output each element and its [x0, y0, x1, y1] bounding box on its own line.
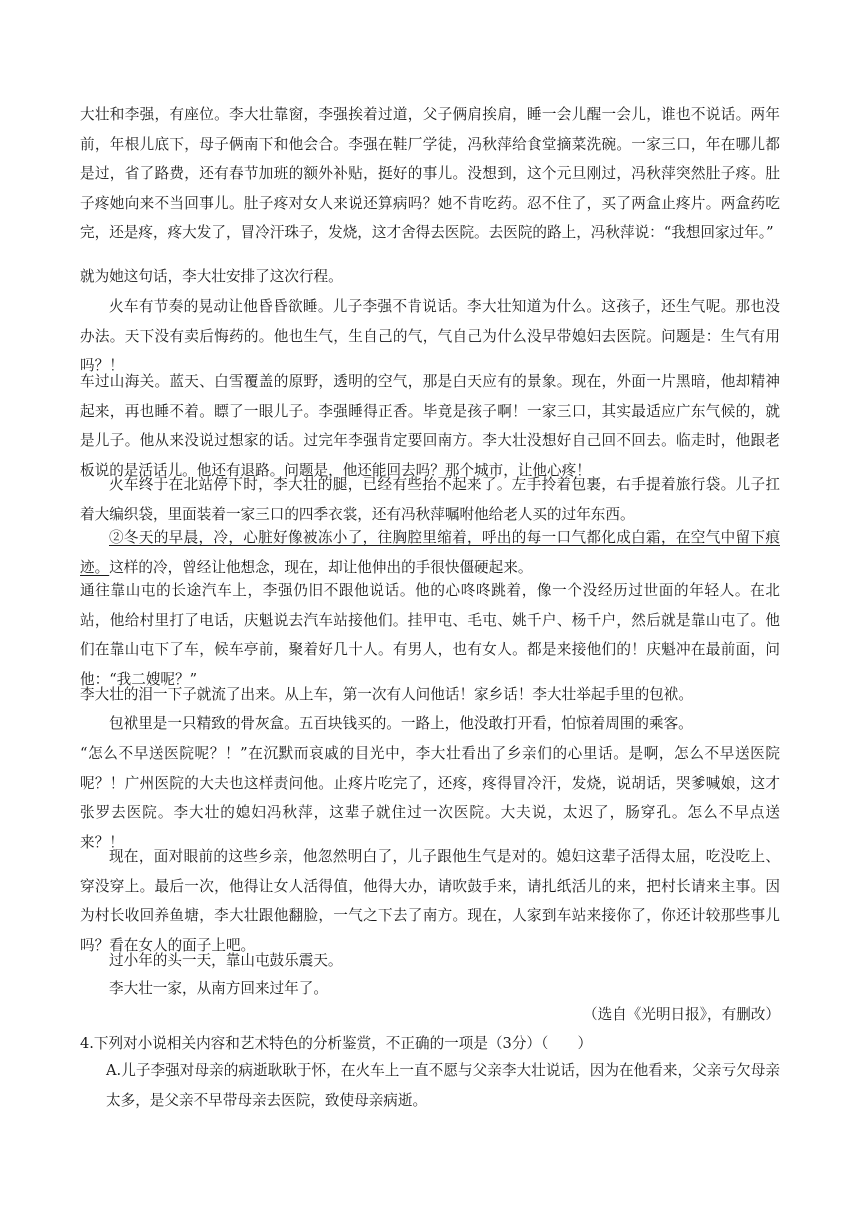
paragraph-6 [80, 523, 780, 582]
paragraph-13: 李大壮一家，从南方回来过年了。 [109, 980, 328, 997]
paragraph-8: 李大壮的泪一下子就流了出来。从上车，第一次有人问他话！家乡话！李大壮举起手里的包袱。 [80, 686, 693, 703]
paragraph-12: 过小年的头一天，靠山屯鼓乐震天。 [109, 952, 343, 969]
paragraph-5: 火车终于在北站停下时，李大壮的腿，已经有些抬不起来了。左手拎着包裹，右手提着旅行袋。儿子扛着大编织袋，里面装着一家三口的四季衣裳，还有冯秋萍嘱咐他给老人买的过年东西。 [80, 476, 780, 523]
paragraph-4: 车过山海关。蓝天、白雪覆盖的原野，透明的空气，那是白天应有的景象。现在，外面一片黑暗，他却精神起来，再也睡不着。瞟了一眼儿子。李强睡得正香。毕竟是孩子啊！一家三口，其实最适应广东气候的，就是儿子。他从来没说过想家的话。过完年李强肯定要回南方。李大壮没想好自己回不回去。临走时，他跟老板说的是活话儿。他还有退路。问题是，他还能回去吗？那个城市，让他心疼！ [80, 373, 780, 479]
paragraph-9: 包袱里是一只精致的骨灰盒。五百块钱买的。一路上，他没敢打开看，怕惊着周围的乘客。 [109, 715, 693, 732]
paragraph-10: “怎么不早送医院呢？！”在沉默而哀戚的目光中，李大壮看出了乡亲们的心里话。是啊，怎么不早送医院呢？！广州医院的大夫也这样责问他。止疼片吃完了，还疼，疼得冒冷汗，发烧，说胡话，哭爹喊娘，这才张罗去医院。李大壮的媳妇冯秋萍，这辈子就住过一次医院。大夫说，太迟了，肠穿孔。怎么不早点送来？！ [80, 745, 780, 851]
paragraph-7: 通往靠山屯的长途汽车上，李强仍旧不跟他说话。他的心咚咚跳着，像一个没经历过世面的年轻人。在北站，他给村里打了电话，庆魁说去汽车站接他们。挂甲屯、毛屯、姚千户、杨千户，然后就是靠山屯了。他们在靠山屯下了车，候车亭前，聚着好几十人。有男人，也有女人。都是来接他们的！庆魁冲在最前面，问他：“我二嫂呢？” [80, 582, 780, 688]
paragraph-3: 火车有节奏的晃动让他昏昏欲睡。儿子李强不肯说话。李大壮知道为什么。这孩子，还生气呢。那也没办法。天下没有卖后悔药的。他也生气，生自己的气，气自己为什么没早带媳妇去医院。问题是：生气有用吗？！ [80, 298, 780, 374]
paragraph-1: 大壮和李强，有座位。李大壮靠窗，李强挨着过道，父子俩肩挨肩，睡一会儿醒一会儿，谁也不说话。两年前，年根儿底下，母子俩南下和他会合。李强在鞋厂学徒，冯秋萍给食堂摘菜洗碗。一家三口，年在哪儿都是过，省了路费，还有春节加班的额外补贴，挺好的事儿。没想到，这个元旦刚过，冯秋萍突然肚子疼。肚子疼她向来不当回事儿。肚子疼对女人来说还算病吗？她不肯吃药。忍不住了，买了两盒止疼片。两盒药吃完，还是疼，疼大发了，冒冷汗珠子，发烧，这才舍得去医院。去医院的路上，冯秋萍说：“我想回家过年。” [80, 106, 780, 241]
paragraph-2: 就为她这句话，李大壮安排了这次行程。 [80, 268, 343, 285]
option-a: A.儿子李强对母亲的病逝耿耿于怀，在火车上一直不愿与父亲李大壮说话，因为在他看来，父亲亏欠母亲太多，是父亲不早带母亲去医院，致使母亲病逝。 [106, 1062, 780, 1109]
paragraph-6-rest: 这样的冷，曾经让他想念，现在，却让他伸出的手很快僵硬起来。 [109, 558, 533, 576]
source-citation: （选自《光明日报》，有删改） [582, 1006, 780, 1023]
paragraph-11: 现在，面对眼前的这些乡亲，他忽然明白了，儿子跟他生气是对的。媳妇这辈子活得太屈，吃没吃上、穿没穿上。最后一次，他得让女人活得值，他得大办，请吹鼓手来，请扎纸活儿的来，把村长请来主事。因为村长收回养鱼塘，李大壮跟他翻脸，一气之下去了南方。现在，人家到车站来接你了，你还计较那些事儿吗？看在女人的面子上吧。 [80, 848, 780, 954]
underlined-sentence: ②冬天的早晨，冷，心脏好像被冻小了，往胸腔里缩着，呼出的每一口气都化成白霜，在空气中留下痕迹。 [80, 529, 780, 576]
question-4: 4.下列对小说相关内容和艺术特色的分析鉴赏，不正确的一项是（3分）（ ） [80, 1035, 593, 1052]
